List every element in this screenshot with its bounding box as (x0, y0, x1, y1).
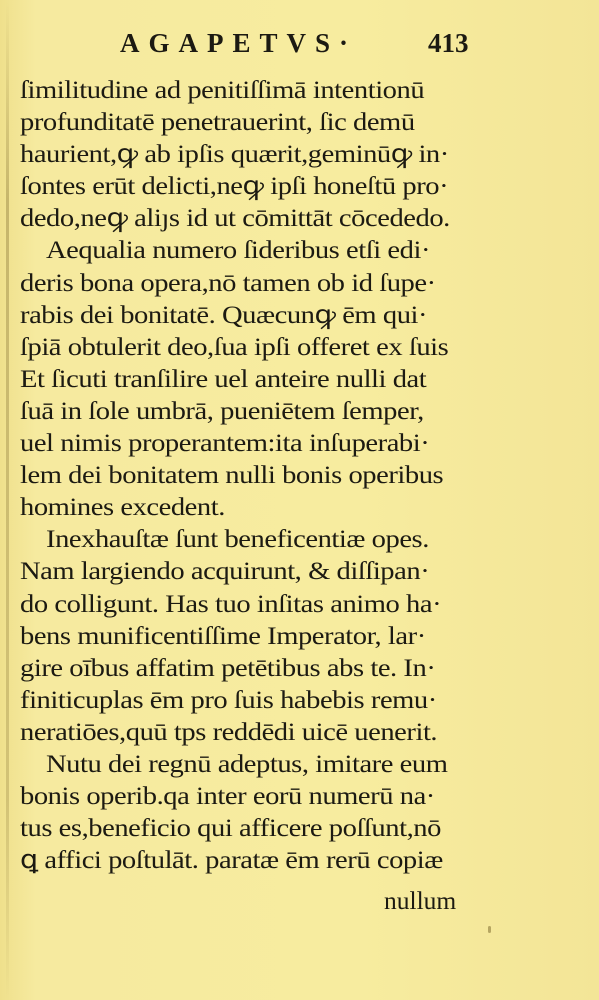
text-line: Inexhauſtæ ſunt beneficentiæ opes. (46, 524, 429, 554)
text-line: ſimilitudine ad penitiſſimā intentionū (20, 75, 425, 104)
text-line: ſpiā obtulerit deo,ſua ipſi offeret ex ſuis (20, 331, 449, 361)
text-line: deris bona opera,nō tamen ob id ſupe· (20, 267, 436, 297)
text-line: uel nimis properantem:ita inſuperabi· (20, 428, 430, 458)
text-line: haurient,ꝙ ab ipſis quærit,geminūꝙ in· (20, 139, 449, 169)
text-line: homines excedent. (20, 492, 225, 522)
text-line: Nutu dei regnū adeptus, imitare eum (46, 748, 448, 778)
text-line: neratiōes,quū tps reddēdi uicē uenerit. (20, 716, 438, 746)
ink-speck (488, 926, 491, 933)
catchword: nullum (384, 886, 457, 915)
text-line: profunditatē penetrauerint, ſic demū (20, 107, 415, 137)
text-line: Nam largiendo acquirunt, & diſſipan· (20, 556, 430, 586)
text-line: finiticuplas ēm pro ſuis habebis remu· (20, 684, 437, 714)
text-line: do colligunt. Has tuo inſitas animo ha· (20, 588, 442, 618)
text-line: rabis dei bonitatē. Quæcunꝙ ēm qui· (20, 299, 428, 329)
text-line: gire oībus affatim petētibus abs te. In· (20, 652, 436, 682)
text-line: ꝗ affici poſtulāt. paratæ ēm rerū copiæ (20, 845, 443, 875)
text-block (20, 74, 490, 876)
page-header (0, 28, 599, 68)
text-line: tus es,beneficio qui afficere poſſunt,nō (20, 813, 441, 843)
text-line: dedo,neꝙ aliȷs id ut cōmittāt cōcededo. (20, 203, 450, 233)
text-line: lem dei bonitatem nulli bonis operibus (20, 460, 444, 490)
page-number: 413 (428, 28, 469, 58)
text-line: ſontes erūt delicti,neꝙ ipſi honeſtū pro· (20, 171, 449, 201)
text-line: Aequalia numero ſideribus etſi edi· (46, 235, 431, 265)
text-line: Et ſicuti tranſilire uel anteire nulli dat (20, 363, 427, 393)
gutter-shadow (6, 0, 9, 1000)
text-line: ſuā in ſole umbrā, pueniētem ſemper, (20, 395, 424, 425)
running-head: AGAPETVS· (120, 28, 358, 58)
text-line: bens munificentiſſime Imperator, lar· (20, 620, 426, 650)
text-line: bonis operib.qa inter eorū numerū na· (20, 781, 435, 811)
